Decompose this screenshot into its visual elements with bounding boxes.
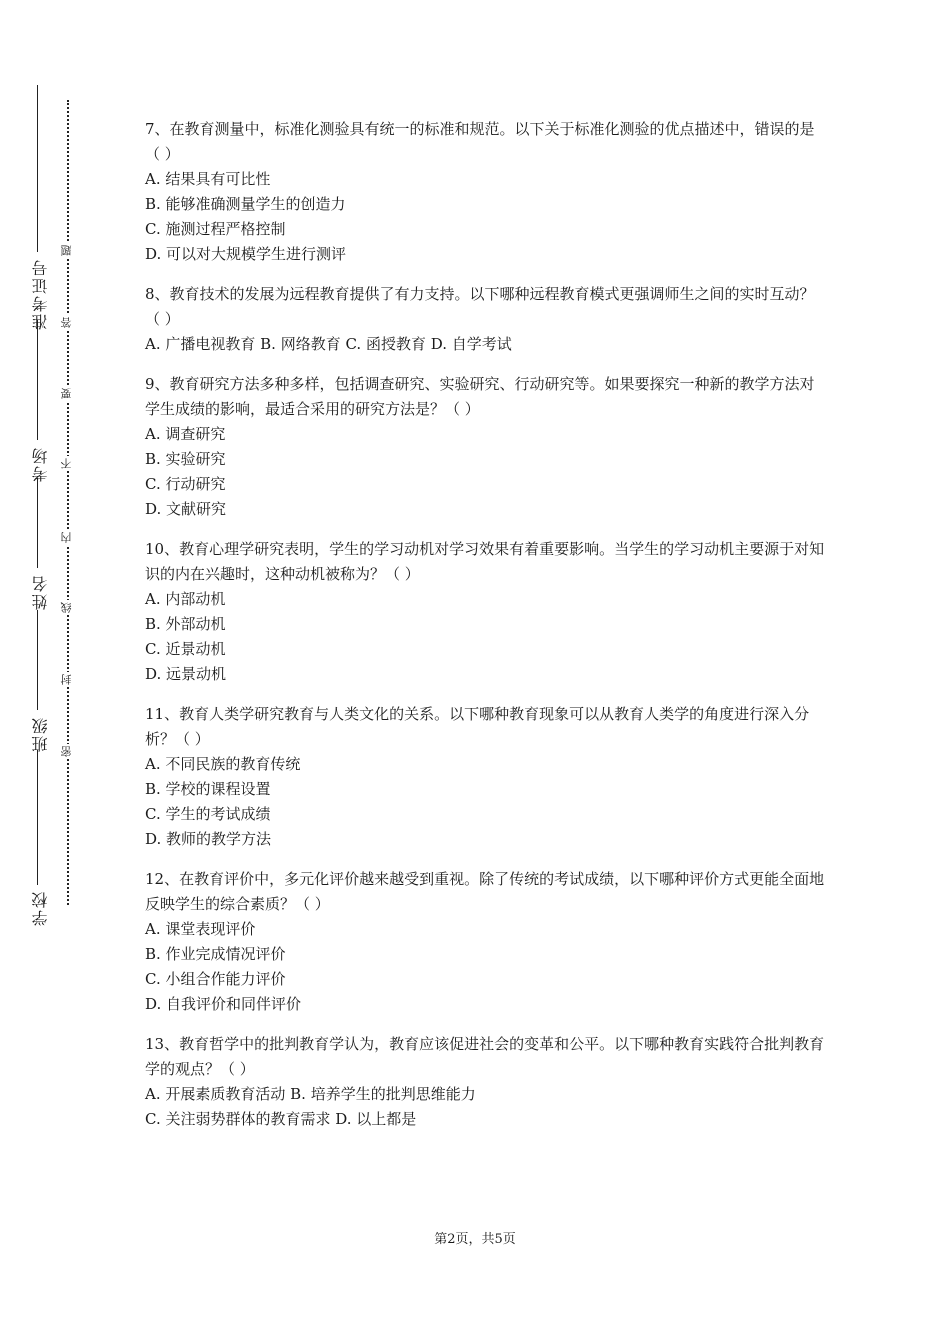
- field-line: [37, 478, 38, 568]
- question-12: [145, 867, 825, 1017]
- question-9: [145, 372, 825, 522]
- option-line: C. 行动研究: [145, 475, 226, 493]
- field-line: [37, 610, 38, 710]
- question-text: 10、教育心理学研究表明，学生的学习动机对学习效果有着重要影响。当学生的学习动机主要源于对知识的内在兴趣时，这种动机被称为？（ ）: [145, 540, 825, 583]
- seal-char: 答: [60, 317, 73, 328]
- option-line: D. 自我评价和同伴评价: [145, 995, 302, 1013]
- question-text: 9、教育研究方法多种多样，包括调查研究、实验研究、行动研究等。如果要探究一种新的教学方法对学生成绩的影响，最适合采用的研究方法是？（ ）: [145, 375, 815, 418]
- option-line: D. 可以对大规模学生进行测评: [145, 245, 347, 263]
- seal-dotted-line: [67, 100, 69, 905]
- option-line: A. 内部动机: [145, 590, 226, 608]
- question-text: 7、在教育测量中，标准化测验具有统一的标准和规范。以下关于标准化测验的优点描述中，错误的是（ ）: [145, 120, 815, 163]
- option-line: B. 实验研究: [145, 450, 226, 468]
- seal-char: 内: [60, 532, 73, 543]
- option-line: A. 不同民族的教育传统: [145, 755, 301, 773]
- seal-char: 线: [60, 602, 73, 613]
- option-line: A. 课堂表现评价: [145, 920, 256, 938]
- option-line: A. 开展素质教育活动 B. 培养学生的批判思维能力: [145, 1085, 476, 1103]
- question-7: [145, 117, 825, 267]
- option-line: D. 文献研究: [145, 500, 227, 518]
- question-11: [145, 702, 825, 852]
- option-line: C. 小组合作能力评价: [145, 970, 286, 988]
- seal-char: 密: [60, 746, 73, 757]
- field-line: [37, 750, 38, 885]
- question-list: [145, 117, 825, 1147]
- question-text: 8、教育技术的发展为远程教育提供了有力支持。以下哪种远程教育模式更强调师生之间的实时互动？（ ）: [145, 285, 815, 328]
- option-line: C. 学生的考试成绩: [145, 805, 271, 823]
- option-line: A. 结果具有可比性: [145, 170, 271, 188]
- option-line: D. 教师的教学方法: [145, 830, 272, 848]
- field-line: [37, 85, 38, 252]
- field-line: [37, 320, 38, 440]
- seal-char: 封: [60, 674, 73, 685]
- option-line: A. 广播电视教育 B. 网络教育 C. 函授教育 D. 自学考试: [145, 335, 512, 353]
- option-line: B. 外部动机: [145, 615, 226, 633]
- option-line: C. 关注弱势群体的教育需求 D. 以上都是: [145, 1110, 417, 1128]
- option-line: B. 学校的课程设置: [145, 780, 271, 798]
- option-line: C. 近景动机: [145, 640, 226, 658]
- question-text: 13、教育哲学中的批判教育学认为，教育应该促进社会的变革和公平。以下哪种教育实践符合批判教育学的观点？（ ）: [145, 1035, 825, 1078]
- class-label: 班级: [31, 716, 50, 752]
- option-line: B. 作业完成情况评价: [145, 945, 286, 963]
- question-10: [145, 537, 825, 687]
- seal-char: 要: [60, 388, 73, 399]
- option-line: A. 调查研究: [145, 425, 226, 443]
- option-line: B. 能够准确测量学生的创造力: [145, 195, 346, 213]
- page-footer: 第2页，共5页: [434, 1232, 516, 1247]
- question-13: [145, 1032, 825, 1132]
- exam-room-label: 考场: [31, 446, 50, 482]
- seal-char: 题: [60, 245, 73, 256]
- seal-char: 不: [60, 458, 73, 469]
- option-line: D. 远景动机: [145, 665, 227, 683]
- exam-number-label: 准考证号: [31, 258, 50, 330]
- question-8: [145, 282, 825, 357]
- question-text: 11、教育人类学研究教育与人类文化的关系。以下哪种教育现象可以从教育人类学的角度进行深入分析？（ ）: [145, 705, 810, 748]
- school-label: 学校: [31, 890, 50, 926]
- option-line: C. 施测过程严格控制: [145, 220, 286, 238]
- question-text: 12、在教育评价中，多元化评价越来越受到重视。除了传统的考试成绩，以下哪种评价方式更能全面地反映学生的综合素质？（ ）: [145, 870, 825, 913]
- name-label: 姓名: [31, 574, 50, 610]
